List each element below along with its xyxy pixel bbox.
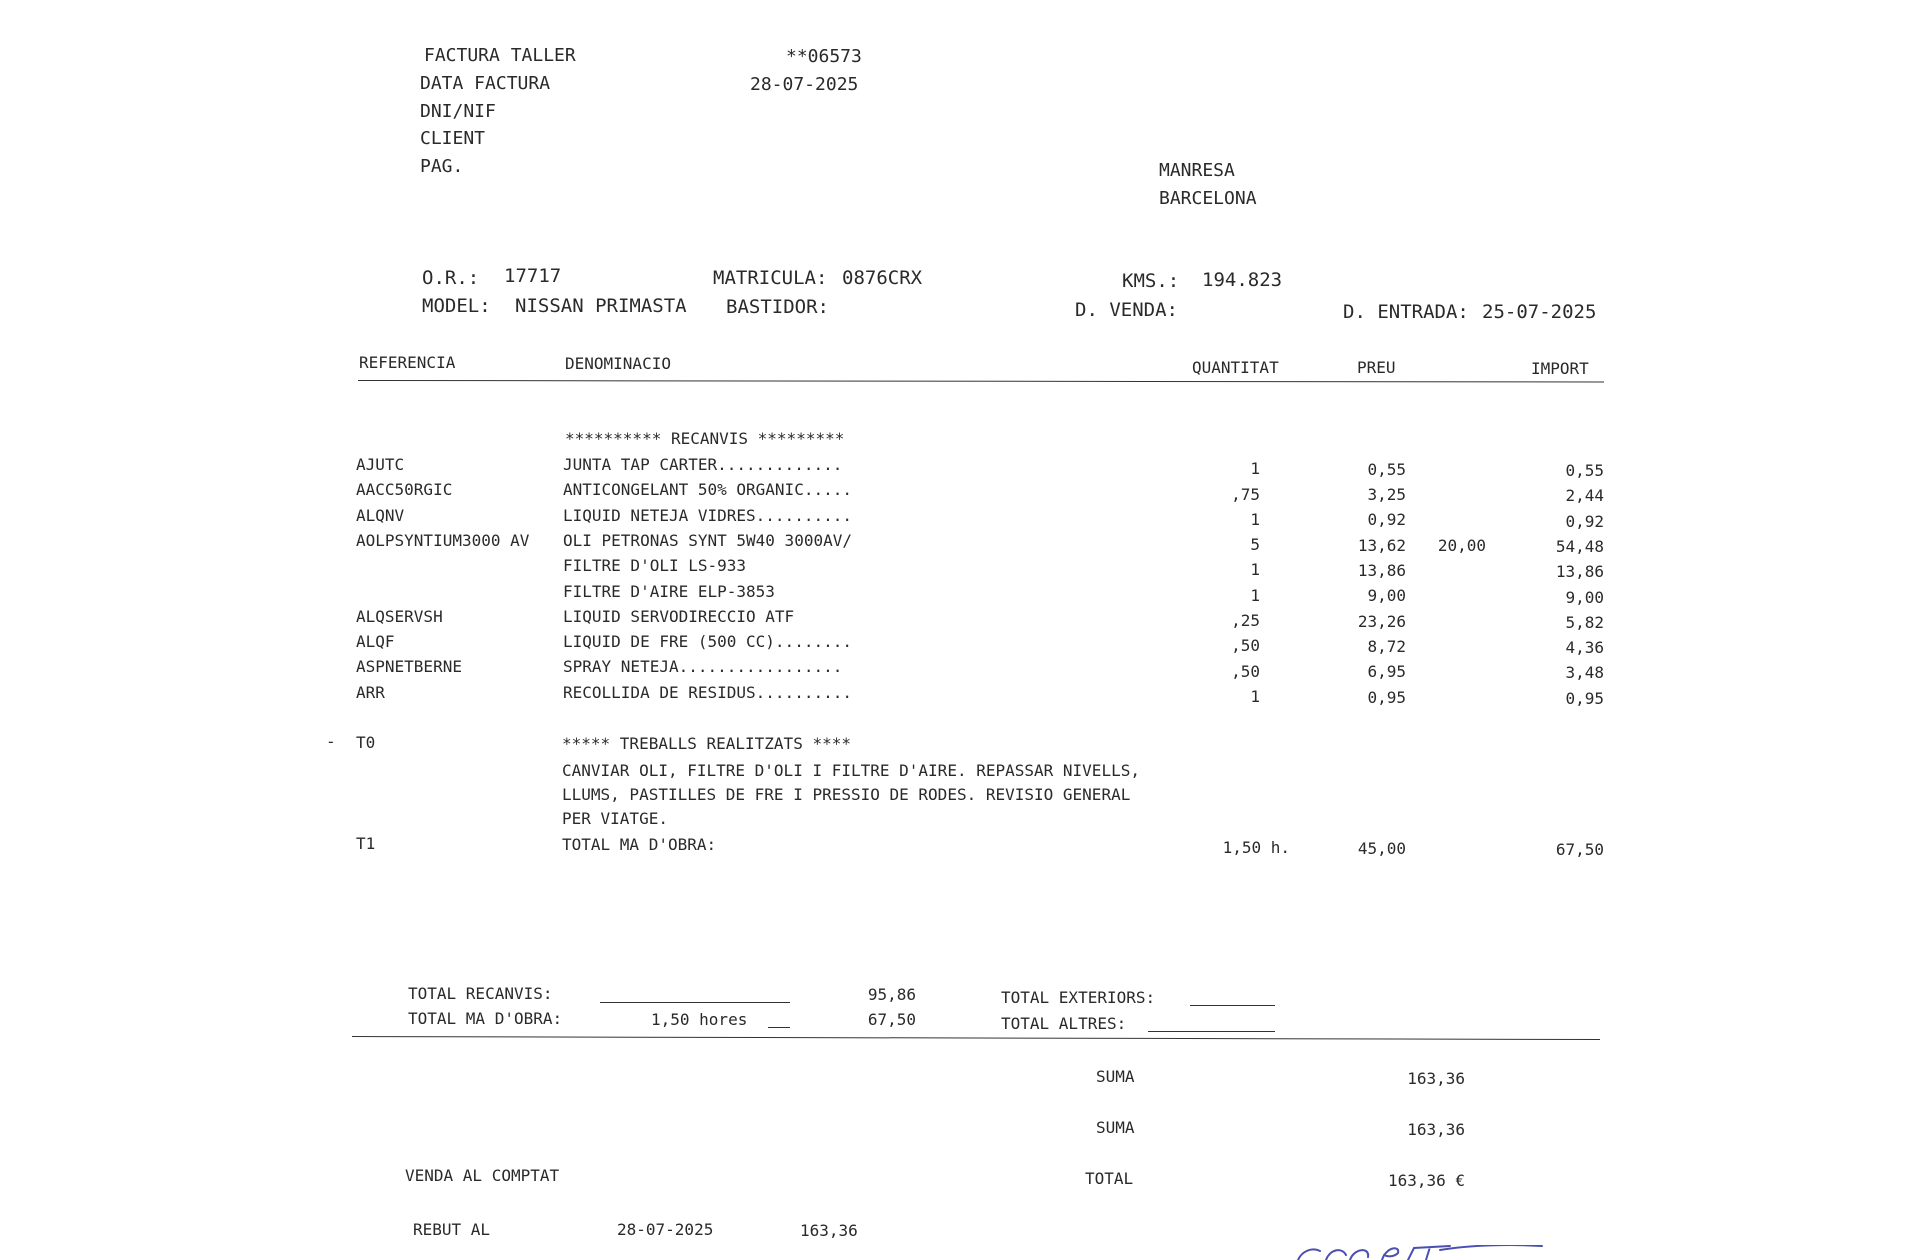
item-ref: AOLPSYNTIUM3000 AV xyxy=(356,530,530,550)
item-ref: ALQSERVSH xyxy=(356,606,443,626)
item-desc: JUNTA TAP CARTER............. xyxy=(563,455,843,474)
total-parts-value: 95,86 xyxy=(867,985,916,1004)
client-province: BARCELONA xyxy=(1159,188,1257,209)
item-desc: OLI PETRONAS SYNT 5W40 3000AV/ xyxy=(563,530,852,550)
header-rule xyxy=(358,380,1604,383)
item-amount: 9,00 xyxy=(1565,587,1604,607)
item-ref: AACC50RGIC xyxy=(356,480,453,500)
item-amount: 13,86 xyxy=(1555,562,1604,582)
item-price: 0,55 xyxy=(1367,459,1406,479)
client-city: MANRESA xyxy=(1159,160,1235,181)
plate-value: 0876CRX xyxy=(842,267,923,289)
total-other-label: TOTAL ALTRES: xyxy=(1001,1014,1127,1033)
item-desc: ANTICONGELANT 50% ORGANIC..... xyxy=(563,480,852,500)
item-ref: AJUTC xyxy=(356,455,405,474)
total-ext-blank xyxy=(1190,1005,1275,1006)
signature-icon xyxy=(1290,1245,1550,1260)
total-parts-label: TOTAL RECANVIS: xyxy=(408,984,553,1003)
model-value: NISSAN PRIMASTA xyxy=(515,295,687,317)
col-qty-header: QUANTITAT xyxy=(1192,358,1279,377)
item-qty: 1 xyxy=(1250,560,1260,580)
invoice-date-label: DATA FACTURA xyxy=(420,73,551,94)
total-labor-value: 67,50 xyxy=(867,1010,916,1029)
invoice-title: FACTURA TALLER xyxy=(424,45,576,66)
sum-label: SUMA xyxy=(1096,1067,1135,1086)
item-ref: ALQF xyxy=(356,632,395,652)
item-qty: 5 xyxy=(1250,535,1260,555)
kms-label: KMS.: xyxy=(1122,270,1180,292)
item-qty: 1 xyxy=(1250,686,1260,706)
item-amount: 0,95 xyxy=(1565,688,1604,708)
sum-label: SUMA xyxy=(1096,1118,1135,1137)
work-heading: ***** TREBALLS REALITZATS **** xyxy=(562,734,851,753)
work-ref: T0 xyxy=(356,733,376,752)
client-label: CLIENT xyxy=(420,128,486,149)
grand-total-value: 163,36 € xyxy=(1387,1171,1465,1190)
chassis-label: BASTIDOR: xyxy=(726,296,829,318)
item-desc: FILTRE D'AIRE ELP-3853 xyxy=(563,581,775,601)
item-qty: 1 xyxy=(1250,459,1260,479)
item-amount: 54,48 xyxy=(1555,536,1604,556)
item-price: 0,92 xyxy=(1367,510,1406,530)
item-amount: 2,44 xyxy=(1565,486,1604,506)
receipt-date: 28-07-2025 xyxy=(617,1220,714,1239)
model-label: MODEL: xyxy=(422,295,491,317)
sum-value: 163,36 xyxy=(1407,1120,1465,1139)
item-desc: FILTRE D'OLI LS-933 xyxy=(563,556,747,576)
sum-value: 163,36 xyxy=(1407,1069,1465,1088)
item-qty: ,50 xyxy=(1231,661,1260,681)
item-qty: 1 xyxy=(1250,509,1260,529)
col-price-header: PREU xyxy=(1357,358,1396,377)
work-line: PER VIATGE. xyxy=(562,809,668,828)
item-amount: 3,48 xyxy=(1565,663,1604,683)
page-label: PAG. xyxy=(420,156,464,177)
item-qty: 1 xyxy=(1250,585,1260,605)
item-desc: SPRAY NETEJA................. xyxy=(563,657,843,677)
col-ref-header: REFERENCIA xyxy=(359,353,456,372)
margin-mark: - xyxy=(326,732,336,751)
or-value: 17717 xyxy=(504,265,562,287)
or-label: O.R.: xyxy=(422,267,480,289)
totals-rule xyxy=(352,1036,1600,1040)
parts-heading: ********** RECANVIS ********* xyxy=(565,429,845,448)
work-line: CANVIAR OLI, FILTRE D'OLI I FILTRE D'AIRE. REPASSAR NIVELLS, xyxy=(562,761,1140,780)
entry-date-value: 25-07-2025 xyxy=(1482,301,1597,323)
sale-type: VENDA AL COMPTAT xyxy=(405,1166,560,1185)
invoice-date: 28-07-2025 xyxy=(750,74,859,95)
receipt-label: REBUT AL xyxy=(413,1220,491,1239)
item-amount: 0,92 xyxy=(1565,511,1604,531)
item-amount: 4,36 xyxy=(1565,638,1604,658)
item-desc: LIQUID DE FRE (500 CC)........ xyxy=(563,632,852,652)
item-price: 8,72 xyxy=(1367,636,1406,656)
item-qty: ,25 xyxy=(1231,611,1260,630)
item-qty: ,50 xyxy=(1231,636,1260,656)
item-desc: LIQUID SERVODIRECCIO ATF xyxy=(563,606,795,626)
receipt-value: 163,36 xyxy=(800,1221,858,1240)
item-discount: 20,00 xyxy=(1437,536,1486,556)
entry-date-label: D. ENTRADA: xyxy=(1343,301,1469,323)
item-amount: 5,82 xyxy=(1565,612,1604,632)
labor-ref: T1 xyxy=(356,834,376,853)
item-ref: ALQNV xyxy=(356,505,405,525)
col-desc-header: DENOMINACIO xyxy=(565,354,671,373)
col-amount-header: IMPORT xyxy=(1531,359,1589,378)
item-price: 13,86 xyxy=(1357,561,1406,580)
total-labor-label: TOTAL MA D'OBRA: xyxy=(408,1009,563,1028)
item-price: 13,62 xyxy=(1357,535,1406,555)
item-qty: ,75 xyxy=(1231,484,1260,504)
total-parts-blank xyxy=(600,1002,790,1003)
sale-date-label: D. VENDA: xyxy=(1075,299,1178,321)
item-price: 23,26 xyxy=(1357,611,1406,631)
total-other-blank xyxy=(1148,1031,1275,1032)
total-ext-label: TOTAL EXTERIORS: xyxy=(1001,988,1156,1007)
labor-label: TOTAL MA D'OBRA: xyxy=(562,835,717,854)
item-desc: LIQUID NETEJA VIDRES.......... xyxy=(563,505,852,525)
total-label: TOTAL xyxy=(1085,1169,1134,1188)
item-price: 3,25 xyxy=(1367,485,1406,505)
item-desc: RECOLLIDA DE RESIDUS.......... xyxy=(563,682,852,702)
dni-label: DNI/NIF xyxy=(420,101,496,122)
item-ref: ASPNETBERNE xyxy=(356,657,462,677)
total-labor-hours: 1,50 hores xyxy=(651,1010,748,1029)
item-price: 0,95 xyxy=(1367,687,1406,707)
item-amount: 0,55 xyxy=(1565,461,1604,480)
item-ref: ARR xyxy=(356,682,385,702)
work-line: LLUMS, PASTILLES DE FRE I PRESSIO DE RODES. REVISIO GENERAL xyxy=(562,785,1131,804)
total-labor-blank xyxy=(768,1027,790,1028)
labor-amount: 67,50 xyxy=(1555,840,1604,859)
plate-label: MATRICULA: xyxy=(713,267,828,289)
item-price: 6,95 xyxy=(1367,662,1406,682)
labor-price: 45,00 xyxy=(1357,839,1406,858)
kms-value: 194.823 xyxy=(1202,269,1283,291)
labor-qty: 1,50 h. xyxy=(1222,838,1290,857)
item-price: 9,00 xyxy=(1367,586,1406,606)
invoice-number: **06573 xyxy=(786,46,862,67)
